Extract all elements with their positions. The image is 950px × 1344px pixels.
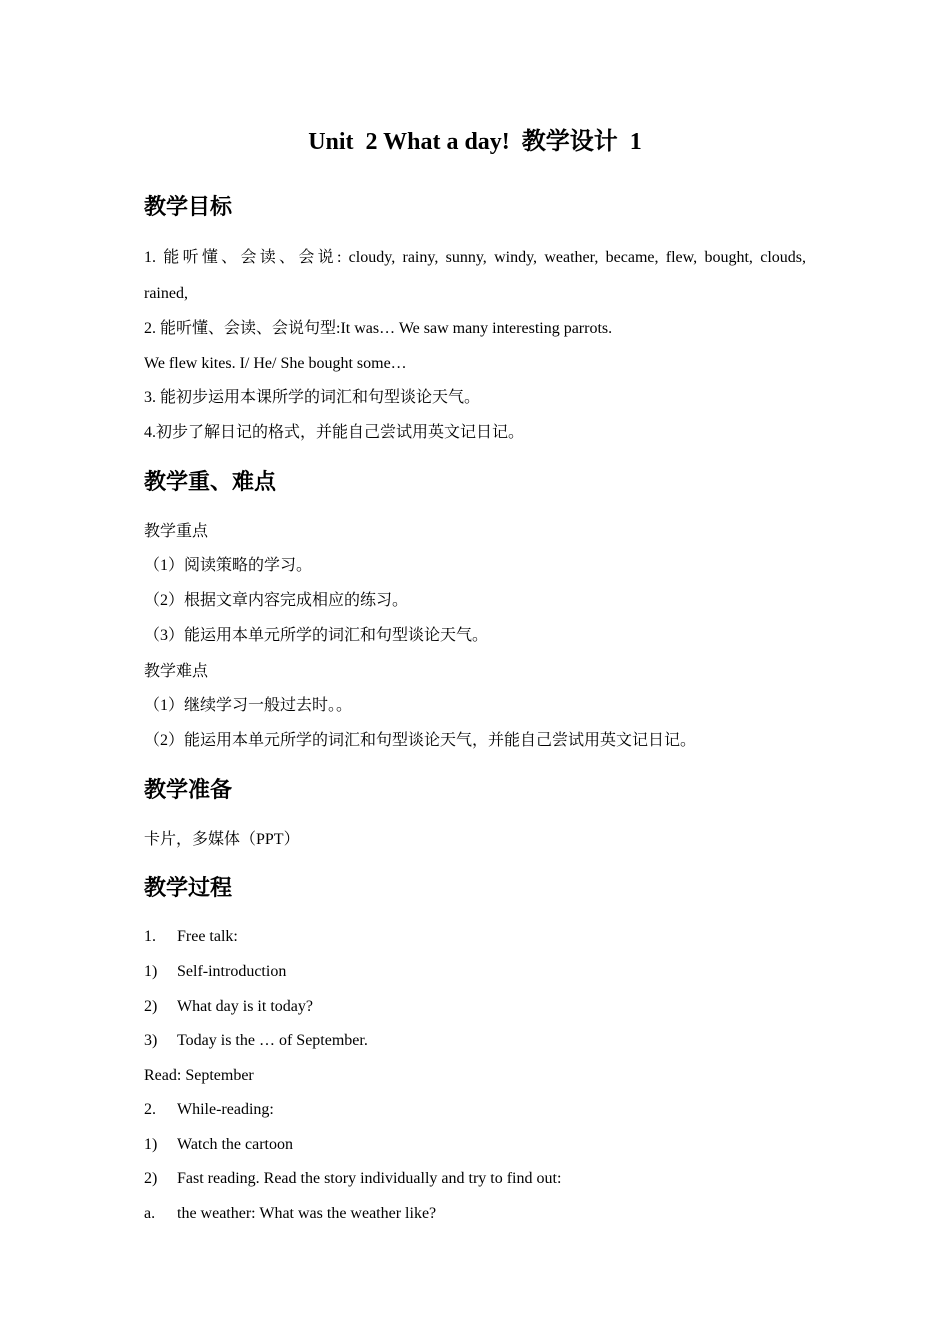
list-number: 1) [144,1136,158,1153]
list-text: Free talk: [177,928,238,945]
preparation-text: 卡片，多媒体（PPT） [144,831,300,848]
focus-label: 教学重点 [144,523,209,540]
difficulty-item-1: （1）继续学习一般过去时。。 [144,697,353,714]
objective-4: 4.初步了解日记的格式，并能自己尝试用英文记日记。 [144,424,525,441]
focus-item-3: （3）能运用本单元所学的词汇和句型谈论天气。 [144,627,489,644]
list-number: 1. [144,928,156,945]
heading-key-points: 教学重、难点 [144,469,277,494]
list-item [144,1098,274,1122]
heading-process: 教学过程 [144,875,233,900]
list-item [144,995,313,1019]
difficulty-item-2: （2）能运用本单元所学的词汇和句型谈论天气，并能自己尝试用英文记日记。 [144,732,697,749]
list-number: 2) [144,998,158,1015]
focus-item-2: （2）根据文章内容完成相应的练习。 [144,592,409,609]
objective-2-line-b: We flew kites. I/ He/ She bought some… [144,355,407,372]
objective-3: 3. 能初步运用本课所学的词汇和句型谈论天气。 [144,389,481,406]
list-item [144,925,238,949]
objective-2-line-a: 2. 能听懂、会读、会说句型:It was… We saw many interesting parrots. [144,320,613,337]
list-text: Fast reading. Read the story individually and try to find out: [177,1170,562,1187]
list-number: 3) [144,1032,158,1049]
read-line: Read: September [144,1067,254,1084]
list-number: 1) [144,963,158,980]
objective-1-line-b: rained, [144,285,188,302]
difficulty-label: 教学难点 [144,663,209,680]
objective-1-line-a: 1. 能听懂、会读、会说: cloudy, rainy, sunny, windy, weather, became, flew, bought, clouds, [144,249,806,266]
list-text: Watch the cartoon [177,1136,293,1153]
list-item [144,1029,368,1053]
focus-item-1: （1）阅读策略的学习。 [144,557,313,574]
page-title: Unit 2 What a day! 教学设计 1 [308,129,642,155]
list-text: While-reading: [177,1101,274,1118]
list-item [144,1167,561,1191]
list-item [144,960,286,984]
list-number: 2. [144,1101,156,1118]
list-text: What day is it today? [177,998,313,1015]
heading-preparation: 教学准备 [144,777,233,802]
list-item [144,1133,293,1157]
list-text: Today is the … of September. [177,1032,368,1049]
list-text: the weather: What was the weather like? [177,1205,437,1222]
heading-objectives: 教学目标 [144,194,233,219]
list-text: Self-introduction [177,963,287,980]
list-item [144,1202,436,1226]
list-number: a. [144,1205,156,1222]
list-number: 2) [144,1170,158,1187]
